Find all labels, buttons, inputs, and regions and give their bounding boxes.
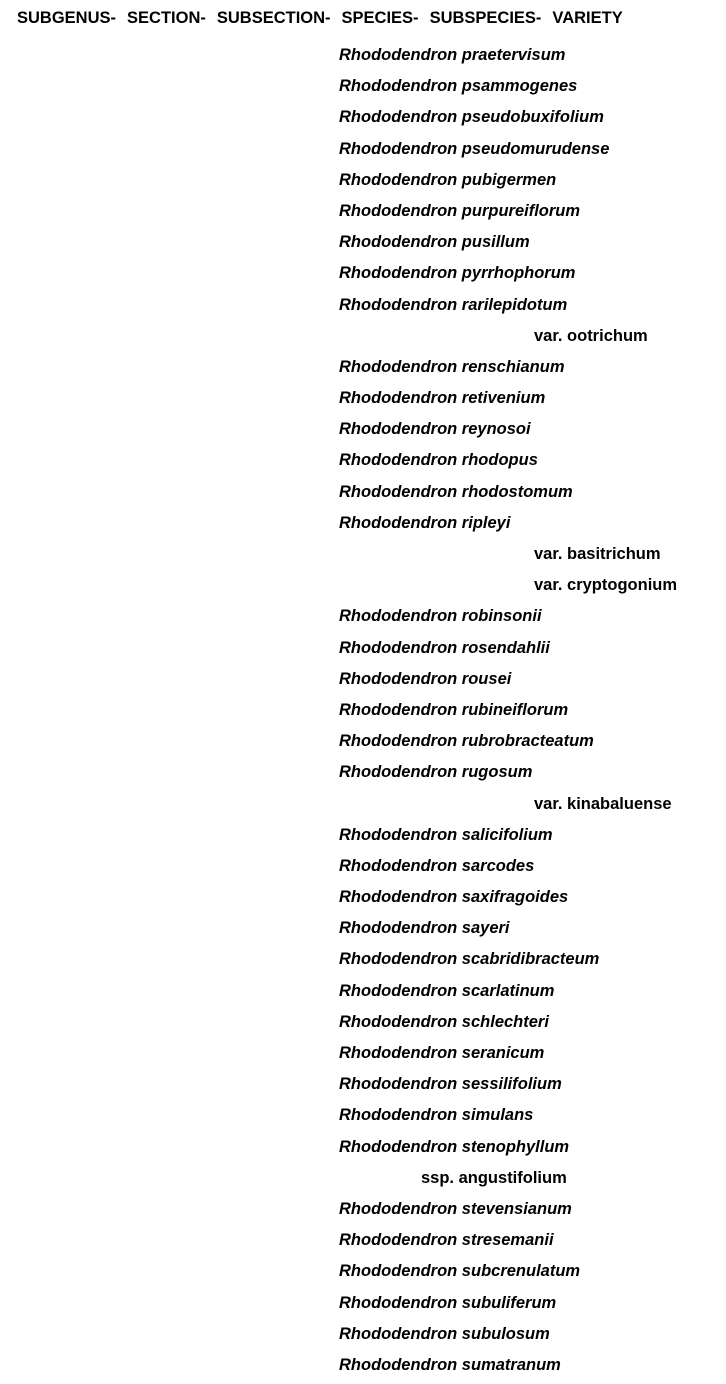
taxon-list [0,41,726,1382]
species-entry: Rhododendron pusillum [339,233,530,252]
species-entry: Rhododendron subcrenulatum [339,1262,581,1281]
header-subspecies: SUBSPECIES- [429,9,542,27]
species-entry: Rhododendron reynosoi [339,420,531,439]
species-entry: Rhododendron saxifragoides [339,888,569,907]
species-entry: Rhododendron stresemanii [339,1231,554,1250]
species-entry: Rhododendron subuliferum [339,1293,557,1312]
variety-entry: var. basitrichum [534,545,661,563]
species-entry: Rhododendron robinsonii [339,607,542,626]
species-entry: Rhododendron psammogenes [339,77,578,96]
species-entry: Rhododendron simulans [339,1106,534,1125]
species-entry: Rhododendron rugosum [339,763,533,782]
species-entry: Rhododendron pubigermen [339,170,557,189]
variety-entry: var. kinabaluense [534,794,672,813]
species-entry: Rhododendron retivenium [339,389,546,408]
species-entry: Rhododendron rarilepidotum [339,295,568,314]
species-entry: Rhododendron rosendahlii [339,638,550,657]
species-entry: Rhododendron sarcodes [339,856,535,875]
header-species: SPECIES- [341,9,419,27]
species-entry: Rhododendron rhodostomum [339,482,573,501]
species-entry: Rhododendron scarlatinum [339,981,555,1000]
species-entry: Rhododendron stenophyllum [339,1137,570,1156]
species-entry: Rhododendron sayeri [339,919,510,938]
species-entry: Rhododendron pseudobuxifolium [339,108,604,127]
species-entry: Rhododendron rubrobracteatum [339,732,594,751]
species-entry: Rhododendron seranicum [339,1044,545,1062]
species-entry: Rhododendron pyrrhophorum [339,264,576,283]
header-section: SECTION- [127,9,206,27]
species-entry: Rhododendron salicifolium [339,825,553,844]
species-entry: Rhododendron schlechteri [339,1012,549,1031]
variety-entry: var. ootrichum [534,326,648,345]
species-entry: Rhododendron rhodopus [339,451,538,470]
header-variety: VARIETY [552,9,623,27]
species-entry: Rhododendron sessilifolium [339,1075,562,1094]
species-entry: Rhododendron scabridibracteum [339,950,600,969]
species-entry: Rhododendron rousei [339,669,512,688]
species-entry: Rhododendron praetervisum [339,46,566,64]
rank-header [17,6,634,30]
species-entry: Rhododendron sumatranum [339,1355,561,1374]
header-subgenus: SUBGENUS- [17,9,117,27]
header-subsection: SUBSECTION- [216,9,331,27]
variety-entry: var. cryptogonium [534,576,678,595]
species-entry: Rhododendron ripleyi [339,513,511,532]
subspecies-entry: ssp. angustifolium [421,1168,567,1187]
species-entry: Rhododendron subulosum [339,1324,550,1343]
species-entry: Rhododendron purpureiflorum [339,201,581,220]
species-entry: Rhododendron pseudomurudense [339,139,610,158]
species-entry: Rhododendron stevensianum [339,1199,572,1218]
species-entry: Rhododendron rubineiflorum [339,700,569,719]
species-entry: Rhododendron renschianum [339,357,565,376]
